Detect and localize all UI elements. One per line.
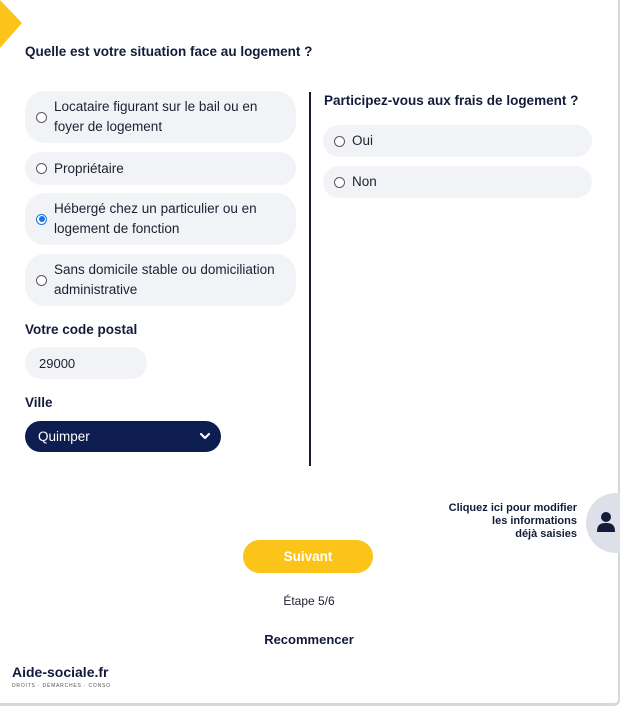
costs-option-yes[interactable] bbox=[323, 125, 592, 157]
radio-hosted[interactable] bbox=[36, 214, 47, 225]
housing-question: Quelle est votre situation face au logement ? bbox=[25, 44, 313, 59]
radio-owner[interactable] bbox=[36, 163, 47, 174]
postal-code-label: Votre code postal bbox=[25, 322, 138, 337]
housing-option-hosted[interactable] bbox=[25, 193, 296, 245]
housing-option-owner[interactable] bbox=[25, 152, 296, 185]
postal-code-input[interactable] bbox=[25, 347, 147, 379]
help-line: les informations bbox=[492, 515, 577, 527]
label-line: Hébergé chez un particulier ou en bbox=[54, 201, 257, 216]
label-line: logement de fonction bbox=[54, 221, 180, 236]
site-logo[interactable] bbox=[12, 664, 111, 689]
costs-option-label: Non bbox=[352, 174, 377, 189]
housing-option-label bbox=[54, 260, 275, 300]
label-line: administrative bbox=[54, 282, 138, 297]
label-line: Locataire figurant sur le bail ou en bbox=[54, 99, 258, 114]
help-line: déjà saisies bbox=[515, 528, 577, 540]
logo-tagline: DROITS · DÉMARCHES · CONSO bbox=[12, 683, 111, 689]
logo-name: Aide-sociale.fr bbox=[12, 664, 109, 680]
label-line: foyer de logement bbox=[54, 119, 163, 134]
chevron-down-icon bbox=[199, 430, 211, 442]
city-select[interactable] bbox=[25, 421, 221, 452]
housing-option-tenant[interactable] bbox=[25, 91, 296, 143]
radio-no-fixed-address[interactable] bbox=[36, 275, 47, 286]
housing-option-label bbox=[54, 97, 257, 137]
step-indicator: Étape 5/6 bbox=[283, 594, 335, 608]
label-line: Propriétaire bbox=[54, 160, 124, 176]
help-line: Cliquez ici pour modifier bbox=[448, 502, 577, 514]
costs-option-no[interactable] bbox=[323, 166, 592, 198]
next-button[interactable]: Suivant bbox=[243, 540, 373, 573]
costs-question: Participez-vous aux frais de logement ? bbox=[324, 93, 579, 108]
housing-option-no-fixed-address[interactable] bbox=[25, 254, 296, 306]
radio-no[interactable] bbox=[334, 177, 345, 188]
label-line: Sans domicile stable ou domiciliation bbox=[54, 262, 275, 277]
radio-yes[interactable] bbox=[334, 136, 345, 147]
edit-info-link[interactable] bbox=[432, 502, 577, 541]
restart-link[interactable]: Recommencer bbox=[264, 632, 354, 647]
column-divider bbox=[309, 92, 311, 466]
radio-tenant[interactable] bbox=[36, 112, 47, 123]
city-selected-value: Quimper bbox=[38, 429, 90, 444]
user-icon bbox=[596, 511, 616, 533]
housing-option-label bbox=[54, 199, 257, 239]
city-label: Ville bbox=[25, 395, 53, 410]
housing-option-label bbox=[54, 159, 124, 179]
costs-option-label: Oui bbox=[352, 133, 374, 148]
